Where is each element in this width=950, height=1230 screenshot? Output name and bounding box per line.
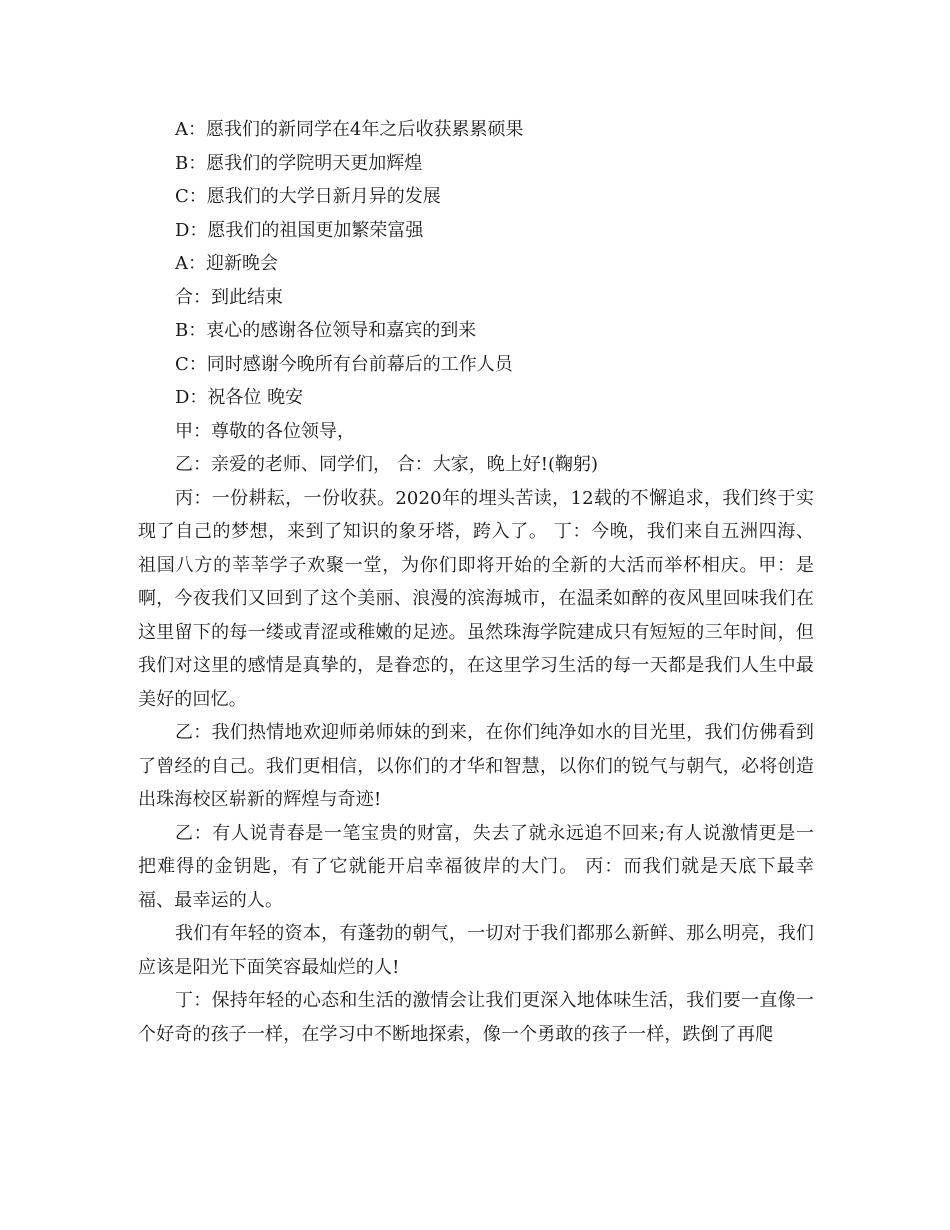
script-line-c-thanks: C：同时感谢今晚所有台前幕后的工作人员 [175,353,513,375]
paragraph-bing-ding-jia: 丙：一份耕耘，一份收获。2020年的埋头苦读，12载的不懈追求，我们终于实现了自己的梦想，来到了知识的象牙塔，跨入了。 丁：今晚，我们来自五洲四海、祖国八方的莘莘学子欢聚一堂，为你们即将开始的全新的大活而举杯相庆。甲：是啊，今夜我们又回到了这个美丽、浪漫的滨海城市，在温柔如醉的夜风里回味我们在这里留下的每一缕或青涩或稚嫩的足迹。虽然珠海学院建成只有短短的三年时间，但我们对这里的感情是真挚的，是眷恋的，在这里学习生活的每一天都是我们人生中最美好的回忆。 [138,487,814,710]
script-line-d-goodnight: D：祝各位 晚安 [175,387,304,408]
script-line-a-gala: A：迎新晚会 [175,253,278,274]
paragraph-ding-mindset: 丁：保持年轻的心态和生活的激情会让我们更深入地体味生活，我们要一直像一个好奇的孩子一样，在学习中不断地探索，像一个勇敢的孩子一样，跌倒了再爬 [138,990,814,1045]
script-line-c-wish: C：愿我们的大学日新月异的发展 [175,186,441,207]
script-line-b-thanks: B：衷心的感谢各位领导和嘉宾的到来 [175,320,477,341]
paragraph-yi-welcome: 乙：我们热情地欢迎师弟师妹的到来，在你们纯净如水的目光里，我们仿佛看到了曾经的自己。我们更相信，以你们的才华和智慧，以你们的锐气与朝气，必将创造出珠海校区崭新的辉煌与奇迹! [138,722,814,810]
script-line-a-wish: A：愿我们的新同学在4年之后收获累累硕果 [175,119,524,140]
script-line-jia-greeting: 甲：尊敬的各位领导， [175,420,355,442]
script-line-yi-greeting: 乙：亲爱的老师、同学们， 合：大家，晚上好!(鞠躬) [175,454,598,475]
script-line-d-wish: D：愿我们的祖国更加繁荣富强 [175,219,424,241]
script-line-b-wish: B：愿我们的学院明天更加辉煌 [175,152,423,174]
script-line-together-end: 合：到此结束 [175,286,283,308]
document-body [138,113,814,1051]
paragraph-young-capital: 我们有年轻的资本，有蓬勃的朝气，一切对于我们都那么新鲜、那么明亮，我们应该是阳光下面笑容最灿烂的人! [138,923,814,978]
paragraph-yi-youth: 乙：有人说青春是一笔宝贵的财富，失去了就永远追不回来;有人说激情更是一把难得的金钥匙，有了它就能开启幸福彼岸的大门。 丙：而我们就是天底下最幸福、最幸运的人。 [138,822,814,911]
